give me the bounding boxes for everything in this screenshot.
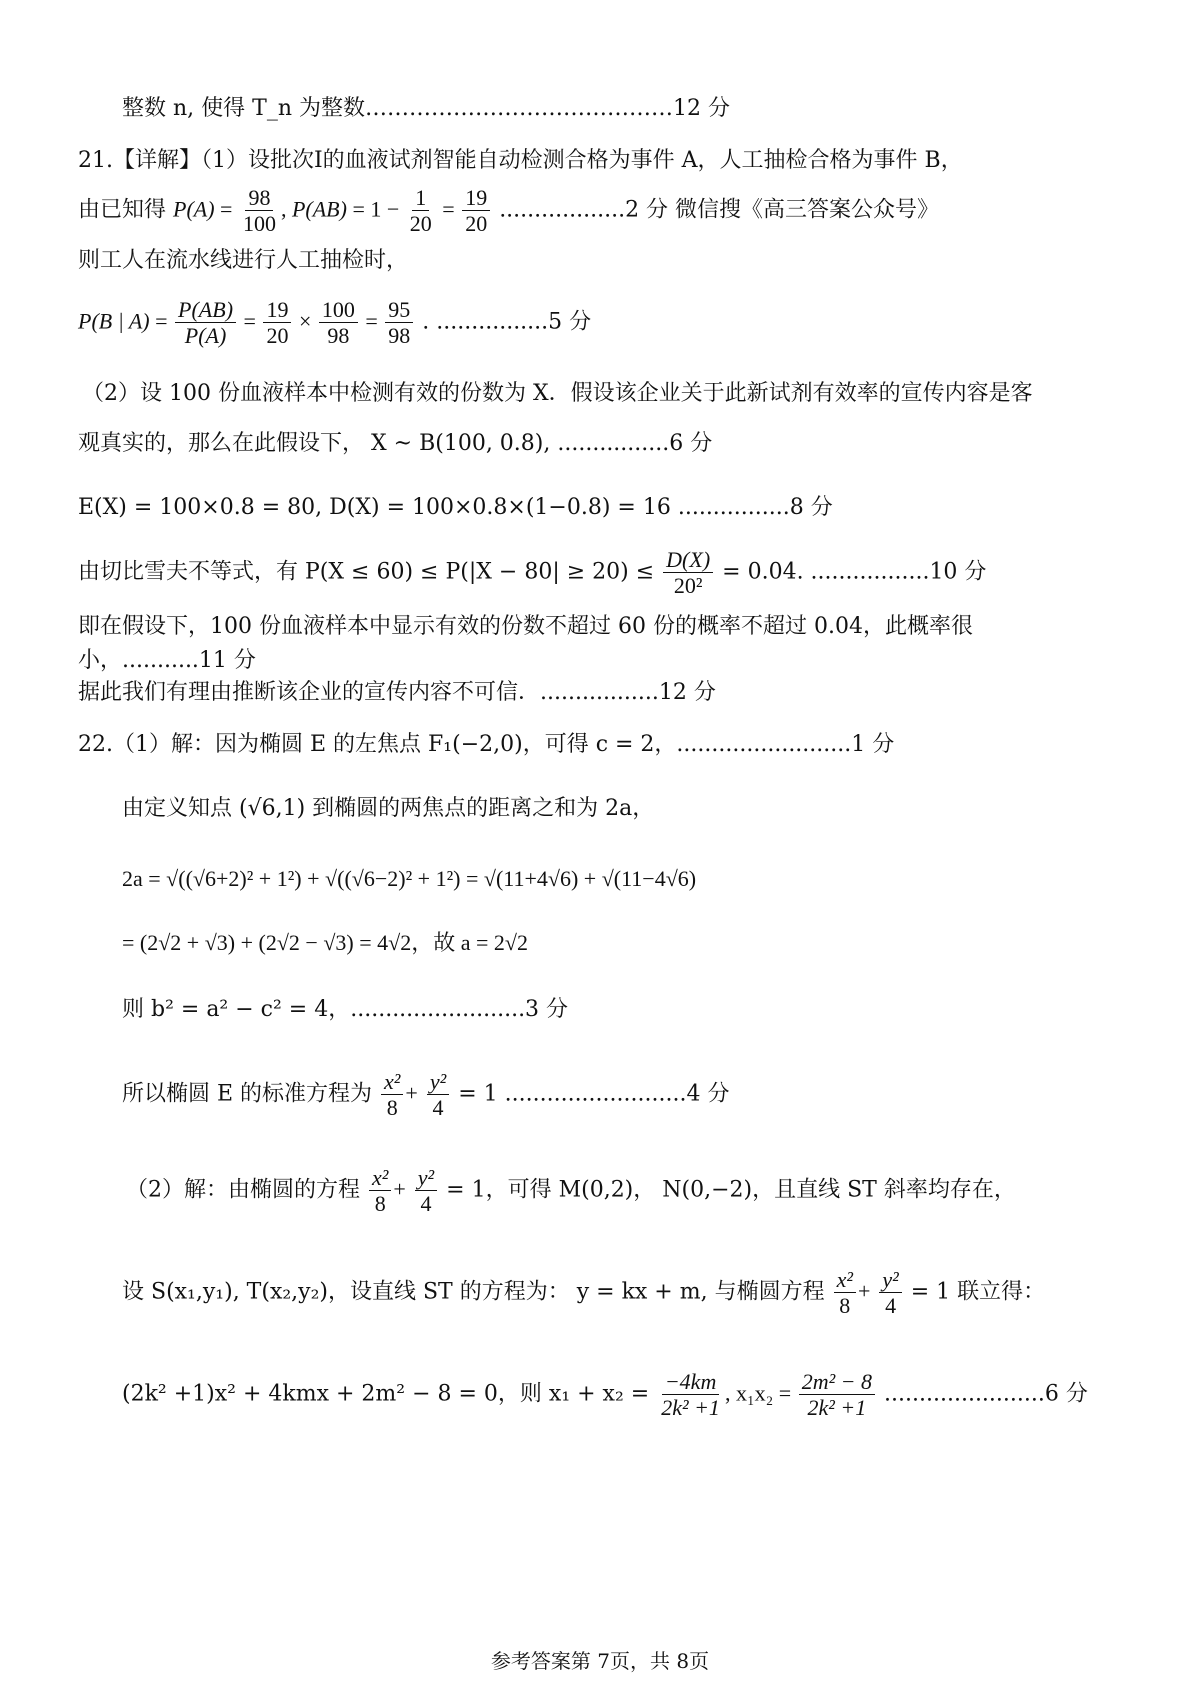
q22-quadratic-line: (2k² +1)x² + 4kmx + 2m² − 8 = 0，则 x₁ + x₂ = $\frac{-4km}{\text{2k² +1}}$ , x₁x₂ = $\frac{\text{2m² − 8}}{\text{2k² +1}}$ .......................6 分 [122, 1369, 1088, 1421]
q22-set-line: 设 S(x₁,y₁), T(x₂,y₂)，设直线 ST 的方程为： y = kx + m, 与椭圆方程 $\frac{\text{x²}}{8}$ + $\frac{\text{y²}}{4}$ = 1 联立得： [122, 1267, 1046, 1319]
fraction-x2-8-b: $\frac{\text{x²}}{8}$ [369, 1166, 391, 1215]
q21-expectation-line: E(X) = 100×0.8 = 80, D(X) = 100×0.8×(1−0.8) = 16 ................8 分 [78, 495, 833, 520]
page-footer: 参考答案第 7页，共 8页 [490, 1649, 710, 1673]
q21-part2-line2: 观真实的，那么在此假设下， X ~ B(100, 0.8), ................6 分 [78, 431, 713, 456]
fraction-dx-400: $\frac{D(X)}{\text{20²}}$ [663, 548, 713, 597]
fraction-product-roots: $\frac{\text{2m² − 8}}{\text{2k² +1}}$ [799, 1370, 875, 1419]
fraction-y2-4-c: $\frac{\text{y²}}{4}$ [879, 1268, 901, 1317]
fraction-19-20-b: $\frac{19}{20}$ [263, 298, 291, 347]
q21-conditional-line: P(B | A) = $\frac{P(AB)}{P(A)}$ = $\frac{19}{20}$ × $\frac{100}{98}$ = $\frac{95}{98}$ . ................5 分 [78, 297, 592, 349]
q21-given-line: 由已知得 P(A) = $\frac{98}{100}$ , P(AB) = 1 − $\frac{1}{20}$ = $\frac{19}{20}$ ..................2 分 微信搜《高三答案公众号》 [78, 185, 940, 237]
fraction-98-100: $\frac{98}{100}$ [242, 185, 276, 237]
fraction-100-98: $\frac{100}{98}$ [319, 298, 358, 347]
q22-definition-line: 由定义知点 (√6,1) 到椭圆的两焦点的距离之和为 2a， [122, 796, 655, 821]
fraction-1-20: $\frac{1}{20}$ [409, 185, 432, 237]
fraction-95-98: $\frac{95}{98}$ [385, 298, 413, 347]
fraction-x2-8-c: $\frac{\text{x²}}{8}$ [834, 1268, 856, 1317]
fraction-19-20: $\frac{19}{20}$ [462, 186, 490, 235]
q22-equation-4root2: = (2√2 + √3) + (2√2 − √3) = 4√2，故 a = 2√2 [122, 930, 528, 955]
q21-then-line: 则工人在流水线进行人工抽检时， [78, 248, 409, 273]
q21-conclusion-2: 小，...........11 分 [78, 648, 256, 673]
fraction-sum-roots: $\frac{-4km}{\text{2k² +1}}$ [661, 1369, 720, 1421]
q21-conclusion-1: 即在假设下，100 份血液样本中显示有效的份数不超过 60 份的概率不超过 0.04，此概率很 [78, 614, 973, 639]
fraction-y2-4: $\frac{\text{y²}}{4}$ [427, 1070, 449, 1119]
q22-part2-line: （2）解：由椭圆的方程 $\frac{\text{x²}}{8}$ + $\frac{\text{y²}}{4}$ = 1，可得 M(0,2)， N(0,−2)，且直线 ST 斜率均存在， [126, 1165, 1016, 1217]
q22-title: 22.（1）解：因为椭圆 E 的左焦点 F₁(−2,0)，可得 c = 2，.........................1 分 [78, 732, 895, 757]
fraction-y2-4-b: $\frac{\text{y²}}{4}$ [415, 1166, 437, 1215]
q22-b-line: 则 b² = a² − c² = 4，.........................3 分 [122, 997, 569, 1022]
q22-standard-equation: 所以椭圆 E 的标准方程为 $\frac{\text{x²}}{8}$ + $\frac{\text{y²}}{4}$ = 1 ..........................4 分 [122, 1069, 730, 1121]
q21-part2-line1: （2）设 100 份血液样本中检测有效的份数为 X．假设该企业关于此新试剂有效率的宣传内容是客 [82, 381, 1033, 406]
fraction-pab-pa: $\frac{P(AB)}{P(A)}$ [175, 298, 236, 347]
fraction-x2-8: $\frac{\text{x²}}{8}$ [381, 1070, 403, 1119]
text-line-integer-n: 整数 n, 使得 T_n 为整数……………………………………12 分 [122, 96, 730, 121]
q22-equation-2a: 2a = √((√6+2)² + 1²) + √((√6−2)² + 1²) = √(11+4√6) + √(11−4√6) [122, 866, 697, 891]
q21-chebyshev-line: 由切比雪夫不等式，有 P(X ≤ 60) ≤ P(|X − 80| ≥ 20) ≤ $\frac{D(X)}{\text{20²}}$ = 0.04. .................10 分 [78, 547, 987, 599]
q21-conclusion-3: 据此我们有理由推断该企业的宣传内容不可信．.................12 分 [78, 680, 716, 705]
q21-title: 21.【详解】（1）设批次I的血液试剂智能自动检测合格为事件 A，人工抽检合格为事件 B， [78, 148, 963, 173]
